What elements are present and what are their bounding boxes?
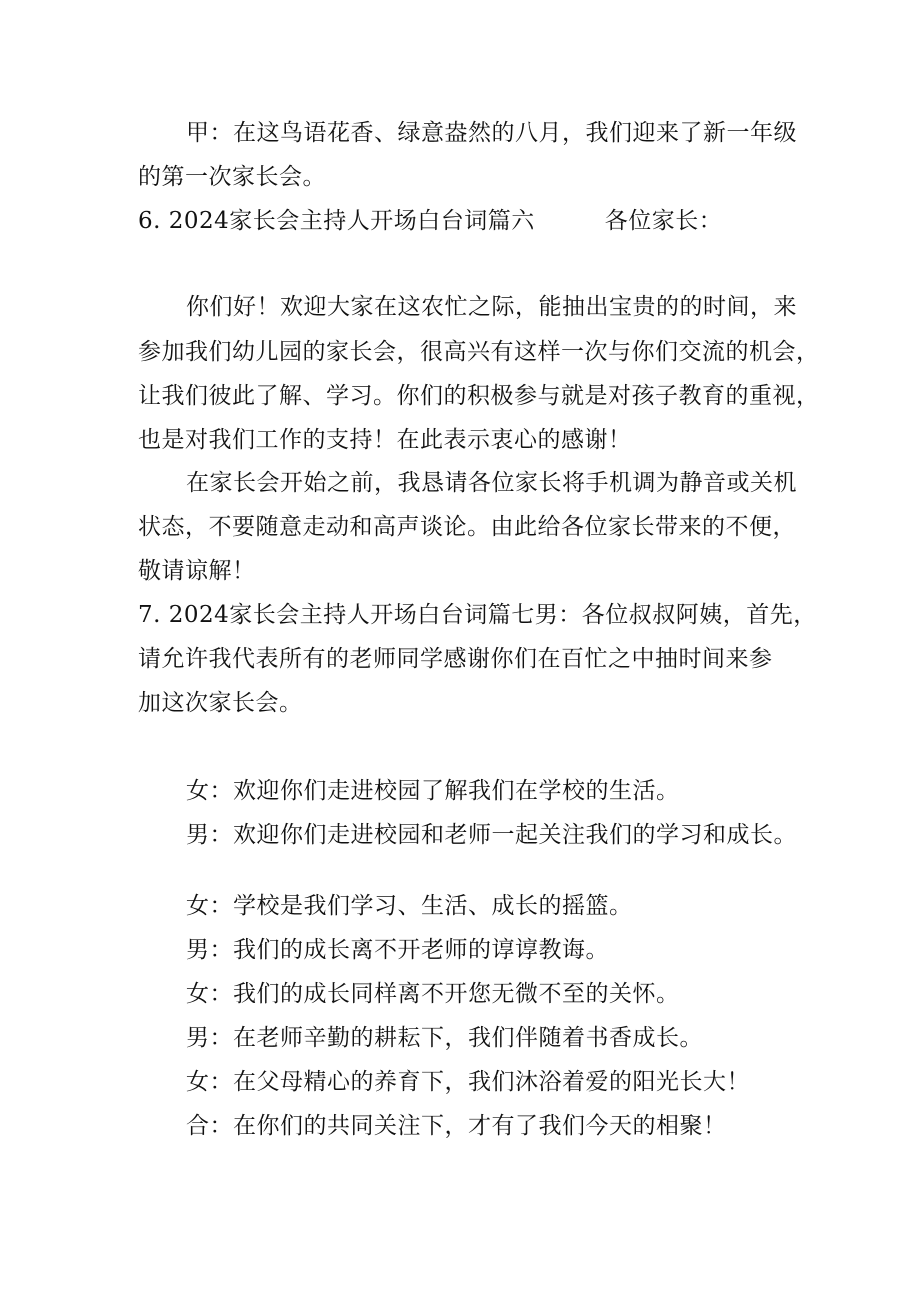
paragraph-line: 也是对我们工作的支持！在此表示衷心的感谢！	[138, 427, 632, 453]
dialogue-line: 女：学校是我们学习、生活、成长的摇篮。	[186, 893, 633, 919]
dialogue-line: 男：在老师辛勤的耕耘下，我们伴随着书香成长。	[186, 1025, 703, 1051]
paragraph-line: 请允许我代表所有的老师同学感谢你们在百忙之中抽时间来参	[138, 646, 773, 672]
dialogue-line: 女：在父母精心的养育下，我们沐浴着爱的阳光长大！	[186, 1069, 750, 1095]
paragraph-line: 参加我们幼儿园的家长会，很高兴有这样一次与你们交流的机会，	[138, 339, 820, 365]
salutation: 各位家长：	[604, 208, 723, 234]
paragraph-line: 的第一次家长会。	[138, 164, 326, 190]
paragraph-line: 甲：在这鸟语花香、绿意盎然的八月，我们迎来了新一年级	[186, 120, 797, 146]
paragraph-line: 敬请谅解！	[138, 558, 256, 584]
dialogue-line: 女：我们的成长同样离不开您无微不至的关怀。	[186, 981, 680, 1007]
dialogue-line: 男：欢迎你们走进校园和老师一起关注我们的学习和成长。	[186, 822, 797, 848]
dialogue-line: 合：在你们的共同关注下，才有了我们今天的相聚！	[186, 1113, 727, 1139]
paragraph-line: 加这次家长会。	[138, 690, 303, 716]
dialogue-line: 女：欢迎你们走进校园了解我们在学校的生活。	[186, 778, 680, 804]
paragraph-line: 在家长会开始之前，我恳请各位家长将手机调为静音或关机	[186, 470, 797, 496]
section-heading	[138, 206, 798, 236]
section-title: 6. 2024家长会主持人开场白台词篇六	[138, 208, 535, 234]
paragraph-line: 状态，不要随意走动和高声谈论。由此给各位家长带来的不便，	[138, 514, 796, 540]
section-heading: 7. 2024家长会主持人开场白台词篇七男：各位叔叔阿姨，首先，	[138, 602, 817, 628]
paragraph-line: 你们好！欢迎大家在这农忙之际，能抽出宝贵的的时间，来	[186, 294, 797, 320]
dialogue-line: 男：我们的成长离不开老师的谆谆教诲。	[186, 937, 609, 963]
paragraph-line: 让我们彼此了解、学习。你们的积极参与就是对孩子教育的重视，	[138, 383, 820, 409]
